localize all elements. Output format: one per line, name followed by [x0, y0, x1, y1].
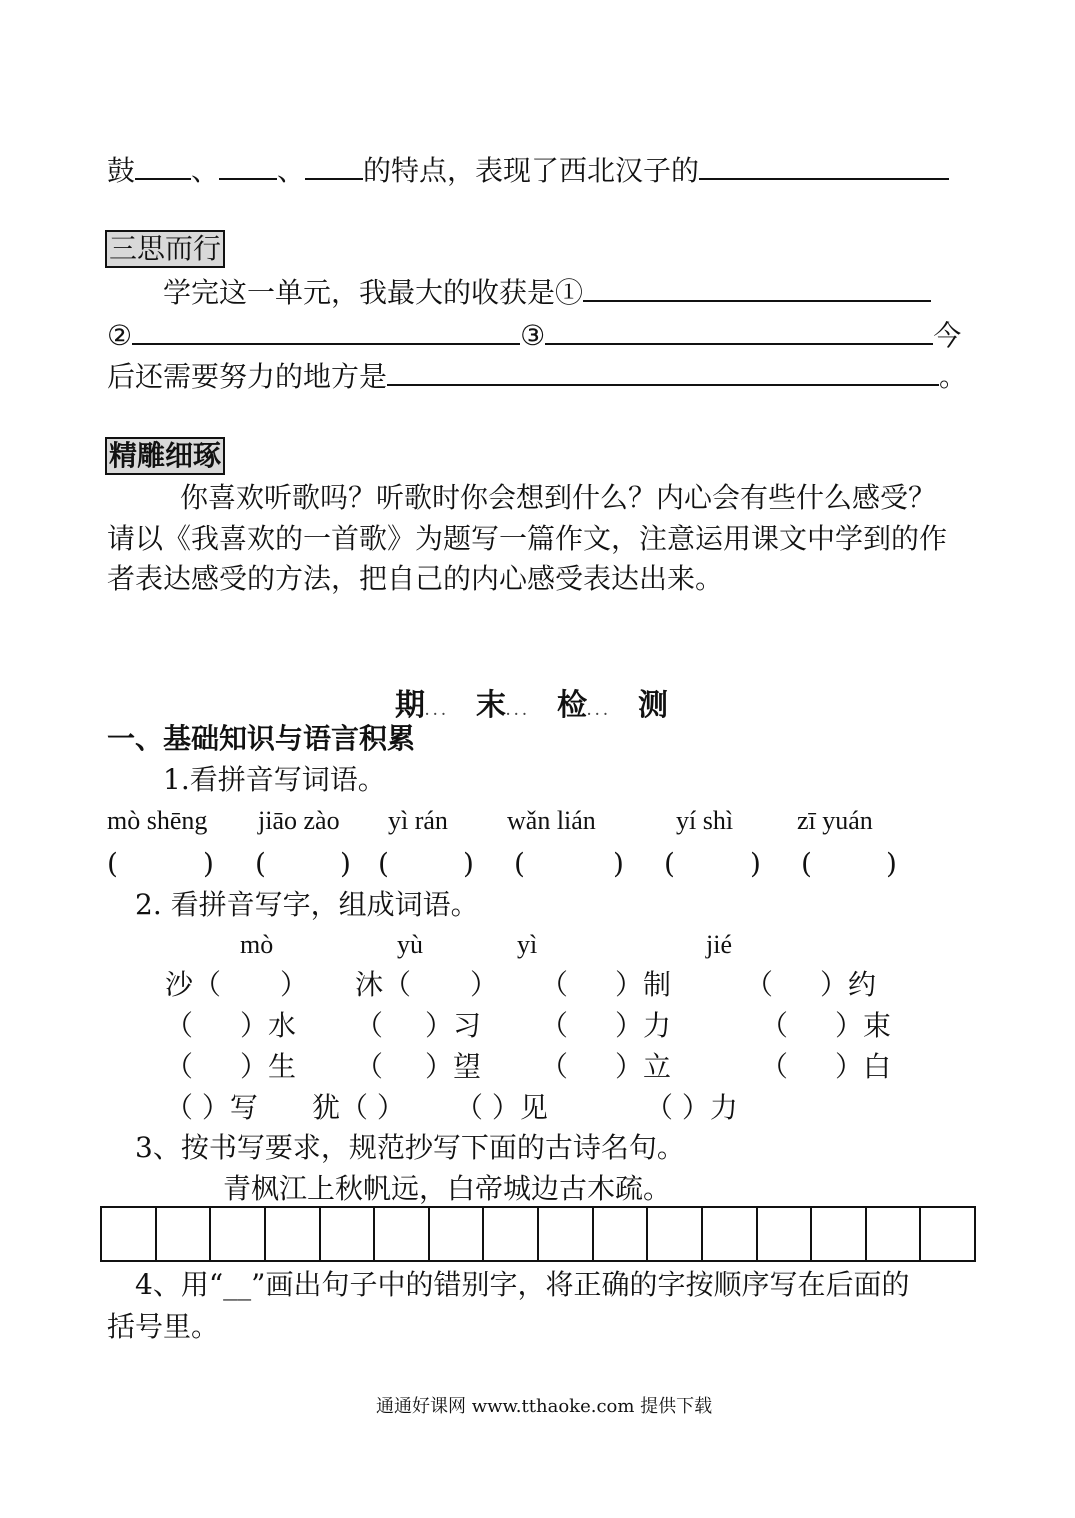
- q2-r4-b: 犹（ ）: [312, 1091, 405, 1124]
- grid-cell[interactable]: [375, 1208, 430, 1260]
- q2-r3-e: （: [540, 1050, 569, 1083]
- grid-cell[interactable]: [867, 1208, 922, 1260]
- paren-open-6: (: [801, 847, 812, 880]
- sansi-text-3: 后还需要努力的地方是: [107, 360, 388, 393]
- grid-cell[interactable]: [703, 1208, 758, 1260]
- blank-3[interactable]: [305, 156, 363, 180]
- paren-close-6: ): [886, 847, 897, 880]
- q2-r4-c: （ ）见: [455, 1091, 548, 1124]
- q2-r1-c: 沐（: [355, 968, 412, 1001]
- footer-credit: 通通好课网 www.tthaoke.com 提供下载: [376, 1396, 713, 1417]
- paren-open-1: (: [107, 847, 118, 880]
- q2-pinyin-4: jié: [706, 930, 732, 959]
- q4-line-2: 括号里。: [107, 1310, 220, 1343]
- grid-cell[interactable]: [594, 1208, 649, 1260]
- blank-harvest-1[interactable]: [583, 278, 931, 302]
- q2-pinyin-3: yì: [517, 930, 538, 959]
- title-char-3: 检: [557, 688, 587, 723]
- exam-title: 期... 末... 检... 测: [395, 688, 668, 723]
- grid-cell[interactable]: [211, 1208, 266, 1260]
- q2-r2-b: ）水: [240, 1009, 297, 1042]
- pinyin-5: yí shì: [676, 806, 734, 835]
- q2-r3-f: ）立: [615, 1050, 672, 1083]
- sansi-line-2: [107, 319, 961, 353]
- paren-close-2: ): [340, 847, 351, 880]
- q2-r2-a: （: [165, 1009, 194, 1042]
- grid-cell[interactable]: [539, 1208, 594, 1260]
- q2-r2-e: （: [540, 1009, 569, 1042]
- q1-text: 1.看拼音写词语。: [163, 763, 386, 796]
- q2-r2-c: （: [355, 1009, 384, 1042]
- grid-cell[interactable]: [321, 1208, 376, 1260]
- grid-cell[interactable]: [921, 1208, 974, 1260]
- q2-r1-g: （: [745, 968, 774, 1001]
- q2-r4-d: （ ）力: [645, 1091, 738, 1124]
- part-1-heading: 一、基础知识与语言积累: [107, 722, 416, 755]
- title-char-2: 末: [476, 688, 506, 723]
- q3-text: 3、按书写要求，规范抄写下面的古诗名句。: [135, 1131, 685, 1164]
- q2-r3-d: ）望: [425, 1050, 482, 1083]
- paren-close-5: ): [750, 847, 761, 880]
- pinyin-2: jiāo zào: [258, 806, 340, 835]
- section-label-jingdiao: 精雕细琢: [105, 437, 225, 475]
- q2-r3-a: （: [165, 1050, 194, 1083]
- paren-open-3: (: [378, 847, 389, 880]
- grid-cell[interactable]: [758, 1208, 813, 1260]
- q2-r3-c: （: [355, 1050, 384, 1083]
- blank-improve[interactable]: [387, 362, 939, 386]
- sep-2: 、: [277, 154, 306, 187]
- writing-grid: [100, 1206, 976, 1262]
- sep-1: 、: [191, 154, 220, 187]
- paren-open-4: (: [514, 847, 525, 880]
- q2-r1-d: ）: [470, 968, 499, 1001]
- q2-text: 2. 看拼音写字，组成词语。: [135, 888, 479, 921]
- q2-r1-h: ）约: [820, 968, 877, 1001]
- q2-pinyin-1: mò: [240, 930, 274, 959]
- mark-3: ③: [520, 319, 546, 352]
- grid-cell[interactable]: [157, 1208, 212, 1260]
- q2-r2-f: ）力: [615, 1009, 672, 1042]
- grid-cell[interactable]: [812, 1208, 867, 1260]
- sansi-text-1: 学完这一单元，我最大的收获是①: [163, 276, 584, 309]
- text-tedian: 的特点，表现了西北汉子的: [363, 154, 700, 187]
- q4-line-1: 4、用“__”画出句子中的错别字，将正确的字按顺序写在后面的: [135, 1268, 910, 1301]
- poem-line: 青枫江上秋帆远，白帝城边古木疏。: [223, 1172, 672, 1205]
- paren-close-3: ): [463, 847, 474, 880]
- blank-4[interactable]: [699, 156, 949, 180]
- title-char-1: 期: [395, 688, 425, 723]
- sansi-line-1: [163, 276, 931, 310]
- q2-r2-d: ）习: [425, 1009, 482, 1042]
- q2-pinyin-2: yù: [397, 930, 423, 959]
- pinyin-3: yì rán: [388, 806, 448, 835]
- title-char-4: 测: [638, 688, 668, 723]
- jingdiao-para-2: 请以《我喜欢的一首歌》为题写一篇作文，注意运用课文中学到的作: [107, 522, 948, 555]
- jingdiao-para-1: 你喜欢听歌吗？听歌时你会想到什么？内心会有些什么感受？: [180, 481, 937, 514]
- q2-r1-e: （: [540, 968, 569, 1001]
- q2-r4-a: （ ）写: [165, 1091, 258, 1124]
- period: 。: [939, 360, 968, 393]
- q2-r3-h: ）白: [835, 1050, 892, 1083]
- paren-close-1: ): [203, 847, 214, 880]
- fill-line-top: [107, 154, 949, 188]
- grid-cell[interactable]: [430, 1208, 485, 1260]
- grid-cell[interactable]: [648, 1208, 703, 1260]
- mark-2: ②: [107, 319, 133, 352]
- pinyin-1: mò shēng: [107, 806, 208, 835]
- blank-1[interactable]: [135, 156, 191, 180]
- paren-open-5: (: [664, 847, 675, 880]
- pinyin-6: zī yuán: [797, 806, 873, 835]
- grid-cell[interactable]: [102, 1208, 157, 1260]
- text-gu: 鼓: [107, 154, 136, 187]
- q2-r3-g: （: [760, 1050, 789, 1083]
- q2-r2-g: （: [760, 1009, 789, 1042]
- jingdiao-para-3: 者表达感受的方法，把自己的内心感受表达出来。: [107, 562, 724, 595]
- blank-harvest-3[interactable]: [545, 321, 933, 345]
- grid-cell[interactable]: [266, 1208, 321, 1260]
- grid-cell[interactable]: [484, 1208, 539, 1260]
- sansi-line-3: [107, 360, 967, 394]
- q2-r2-h: ）束: [835, 1009, 892, 1042]
- pinyin-4: wǎn lián: [507, 806, 596, 835]
- q2-r1-a: 沙（: [165, 968, 222, 1001]
- q2-r1-f: ）制: [615, 968, 672, 1001]
- section-label-sansi: 三思而行: [105, 230, 225, 268]
- blank-2[interactable]: [219, 156, 277, 180]
- q2-r3-b: ）生: [240, 1050, 297, 1083]
- q2-r1-b: ）: [280, 968, 309, 1001]
- paren-close-4: ): [613, 847, 624, 880]
- text-jin: 今: [933, 319, 962, 352]
- blank-harvest-2[interactable]: [132, 321, 520, 345]
- paren-open-2: (: [255, 847, 266, 880]
